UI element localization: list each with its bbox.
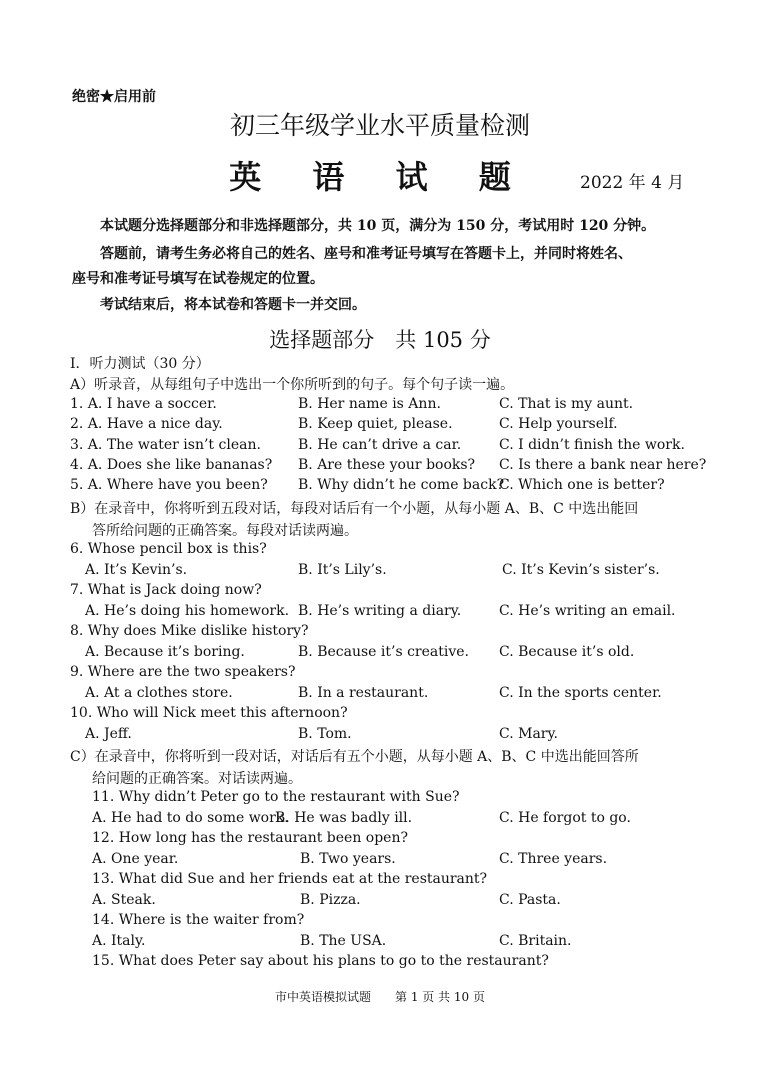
question-text: 6. Whose pencil box is this?	[70, 541, 267, 557]
instruction-line: 答题前，请考生务必将自己的姓名、座号和准考证号填写在答题卡上，并同时将姓名、	[100, 246, 632, 262]
answer-option-a: A. He had to do some work.	[92, 810, 289, 826]
answer-option-a: A. At a clothes store.	[85, 685, 233, 701]
answer-option-a: A. Steak.	[92, 892, 156, 908]
question-text: 11. Why didn’t Peter go to the restaurant with Sue?	[92, 789, 460, 805]
answer-option-c: C. It’s Kevin’s sister’s.	[502, 562, 660, 578]
answer-option-c: C. Pasta.	[499, 892, 561, 908]
question-option-b: B. Keep quiet, please.	[298, 416, 453, 432]
instruction-line: 座号和准考证号填写在试卷规定的位置。	[72, 271, 324, 287]
answer-option-c: C. Three years.	[499, 851, 608, 867]
answer-option-c: C. He forgot to go.	[499, 810, 631, 826]
answer-option-c: C. In the sports center.	[499, 685, 662, 701]
question-option-b: B. He can’t drive a car.	[298, 437, 462, 453]
answer-option-b: B. Pizza.	[300, 892, 361, 908]
question-text: 9. Where are the two speakers?	[70, 664, 296, 680]
instruction-line: 考试结束后，将本试卷和答题卡一并交回。	[100, 297, 366, 313]
page-footer: 市中英语模拟试题 第 1 页 共 10 页	[275, 990, 485, 1004]
question-option-a: 4. A. Does she like bananas?	[70, 457, 273, 473]
question-option-c: C. I didn’t finish the work.	[499, 437, 685, 453]
answer-option-b: B. He was badly ill.	[275, 810, 413, 826]
confidential-mark: 绝密★启用前	[72, 89, 156, 105]
question-text: 14. Where is the waiter from?	[92, 912, 305, 928]
answer-option-c: C. Mary.	[499, 726, 558, 742]
question-option-c: C. Is there a bank near here?	[499, 457, 707, 473]
question-text: 15. What does Peter say about his plans to go to the restaurant?	[92, 953, 549, 969]
answer-option-b: B. In a restaurant.	[298, 685, 429, 701]
question-option-a: 2. A. Have a nice day.	[70, 416, 223, 432]
question-option-b: B. Are these your books?	[298, 457, 476, 473]
exam-title: 初三年级学业水平质量检测	[229, 111, 530, 140]
exam-date: 2022 年 4 月	[580, 173, 685, 193]
answer-option-c: C. Because it’s old.	[499, 644, 635, 660]
answer-option-a: A. One year.	[92, 851, 179, 867]
answer-option-a: A. Because it’s boring.	[85, 644, 245, 660]
question-option-b: B. Her name is Ann.	[298, 396, 441, 412]
part-heading: I．听力测试（30 分）	[70, 356, 210, 372]
exam-subtitle: 英 语 试 题	[229, 158, 531, 196]
answer-option-b: B. Because it’s creative.	[298, 644, 469, 660]
answer-option-c: C. He’s writing an email.	[499, 603, 676, 619]
question-text: 7. What is Jack doing now?	[70, 582, 262, 598]
answer-option-c: C. Britain.	[499, 933, 572, 949]
answer-option-b: B. The USA.	[300, 933, 387, 949]
question-option-a: 1. A. I have a soccer.	[70, 396, 217, 412]
answer-option-a: A. He’s doing his homework.	[85, 603, 290, 619]
question-text: 12. How long has the restaurant been open?	[92, 830, 408, 846]
section-title: 选择题部分 共 105 分	[269, 328, 491, 352]
part-c-instructions: 给问题的正确答案。对话读两遍。	[92, 771, 302, 787]
part-c-instructions: C）在录音中，你将听到一段对话，对话后有五个小题，从每小题 A、B、C 中选出能回答所	[70, 749, 639, 765]
question-option-a: 5. A. Where have you been?	[70, 477, 268, 493]
answer-option-b: B. It’s Lily’s.	[298, 562, 387, 578]
answer-option-a: A. Italy.	[92, 933, 146, 949]
instruction-line: 本试题分选择题部分和非选择题部分，共 10 页，满分为 150 分，考试用时 120 分钟。	[100, 218, 656, 234]
question-text: 10. Who will Nick meet this afternoon?	[70, 705, 348, 721]
question-option-c: C. That is my aunt.	[499, 396, 634, 412]
question-option-c: C. Which one is better?	[499, 477, 665, 493]
question-option-b: B. Why didn’t he come back?	[298, 477, 505, 493]
question-text: 8. Why does Mike dislike history?	[70, 623, 309, 639]
question-text: 13. What did Sue and her friends eat at the restaurant?	[92, 871, 488, 887]
answer-option-b: B. Tom.	[298, 726, 352, 742]
part-b-instructions: 答所给问题的正确答案。每段对话读两遍。	[92, 523, 358, 539]
question-option-a: 3. A. The water isn’t clean.	[70, 437, 261, 453]
question-option-c: C. Help yourself.	[499, 416, 618, 432]
answer-option-a: A. It’s Kevin’s.	[85, 562, 188, 578]
part-b-instructions: B）在录音中，你将听到五段对话，每段对话后有一个小题，从每小题 A、B、C 中选出能回	[70, 501, 639, 517]
answer-option-a: A. Jeff.	[85, 726, 132, 742]
answer-option-b: B. Two years.	[300, 851, 396, 867]
part-a-instructions: A）听录音，从每组句子中选出一个你所听到的句子。每个句子读一遍。	[70, 377, 515, 393]
answer-option-b: B. He’s writing a diary.	[298, 603, 462, 619]
